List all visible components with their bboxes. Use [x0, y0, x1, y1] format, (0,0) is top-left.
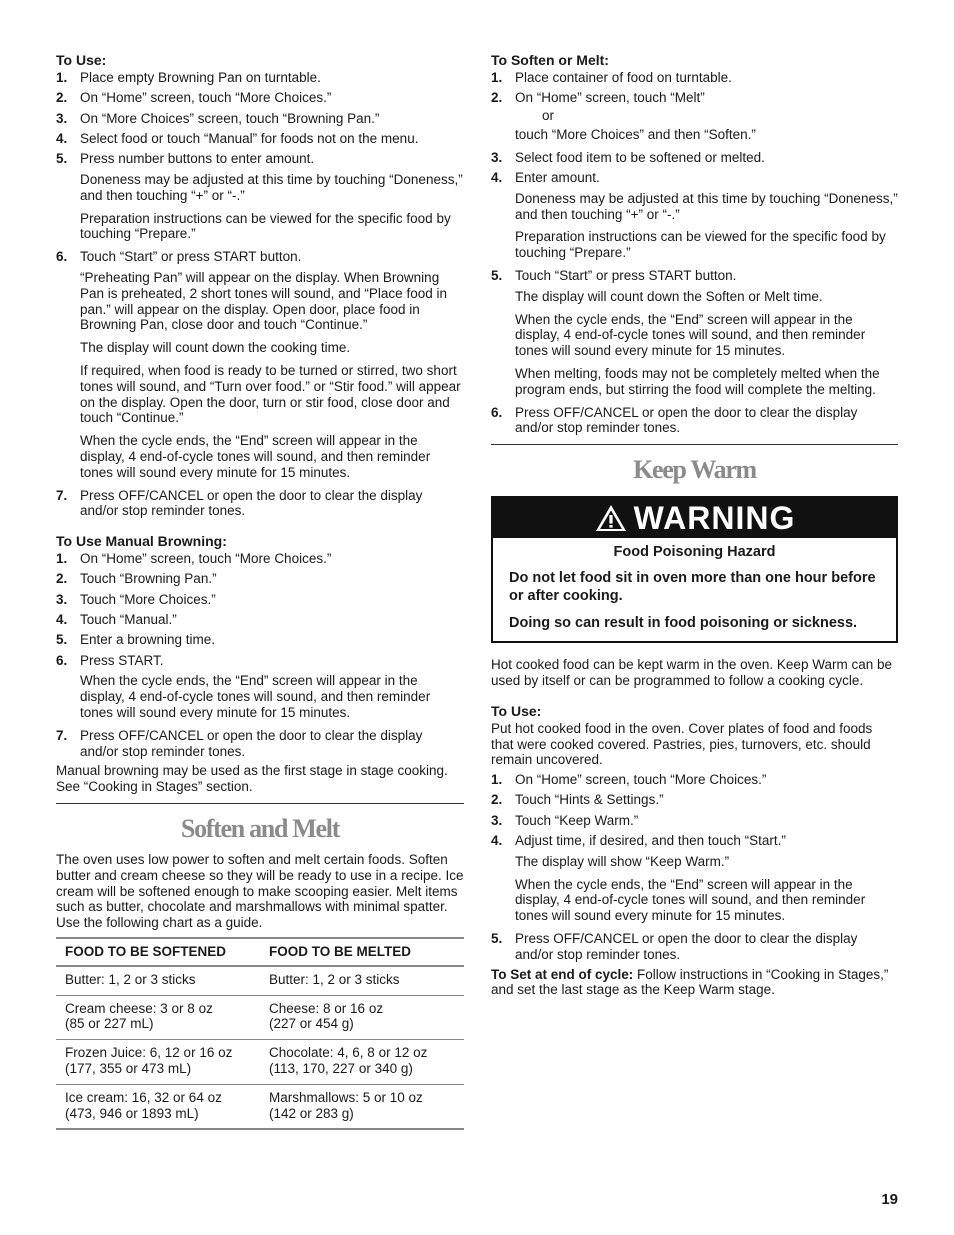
- list-item: 5. Touch “Start” or press START button.: [491, 267, 737, 283]
- list-item: 6. Press OFF/CANCEL or open the door to clear the display and/or stop reminder tones.: [491, 404, 858, 436]
- list-item: 1. On “Home” screen, touch “More Choices.”: [491, 772, 767, 788]
- table-cell: Marshmallows: 5 or 10 oz (142 or 283 g): [260, 1084, 464, 1129]
- manual-browning-heading: To Use Manual Browning:: [56, 533, 227, 550]
- table-cell: Frozen Juice: 6, 12 or 16 oz (177, 355 or 473 mL): [56, 1040, 260, 1085]
- column-header: FOOD TO BE SOFTENED: [56, 938, 260, 966]
- list-item: 2. On “Home” screen, touch “More Choices.”: [56, 90, 332, 106]
- list-item: 7. Press OFF/CANCEL or open the door to clear the display and/or stop reminder tones.: [56, 727, 423, 759]
- list-item: 4. Touch “Manual.”: [56, 612, 177, 628]
- list-item: 1. Place empty Browning Pan on turntable.: [56, 70, 321, 85]
- left-column: [56, 52, 464, 1130]
- warning-triangle-icon: [594, 503, 628, 533]
- step-note: touch “More Choices” and then “Soften.”: [515, 126, 756, 142]
- step-note: If required, when food is ready to be turned or stirred, two short tones will sound, and “Turn over food.” or “Stir food.” will appear on the display. Open the door, turn or stir food, close door and touch “Continue.”: [80, 362, 461, 426]
- section-divider: [56, 803, 464, 804]
- table-header-row: [56, 938, 464, 966]
- list-item: 1. Place container of food on turntable.: [491, 70, 732, 85]
- step-note: The display will count down the cooking time.: [80, 340, 351, 356]
- step-note: “Preheating Pan” will appear on the display. When Browning Pan is preheated, 2 short tones will sound, and “Place food in pan.” will appear on the display. Open door, place food in Browning Pan, close door and touch “Continue.”: [80, 269, 447, 333]
- list-item: 3. Touch “More Choices.”: [56, 591, 216, 607]
- list-item: 2. Touch “Browning Pan.”: [56, 571, 217, 587]
- step-note: When melting, foods may not be completely melted when the program ends, but stirring the food will complete the melting.: [515, 365, 880, 397]
- soften-heading: To Soften or Melt:: [491, 52, 609, 68]
- step-note: Preparation instructions can be viewed for the specific food by touching “Prepare.”: [80, 210, 451, 242]
- list-item: 5. Enter a browning time.: [56, 632, 216, 648]
- list-item: 5. Press number buttons to enter amount.: [56, 151, 315, 167]
- list-item: 4. Adjust time, if desired, and then touch “Start.”: [491, 833, 786, 849]
- column-header: FOOD TO BE MELTED: [260, 938, 464, 966]
- warning-body: [493, 538, 896, 641]
- section-divider: [491, 444, 898, 445]
- list-item: 7. Press OFF/CANCEL or open the door to clear the display and/or stop reminder tones.: [56, 487, 423, 519]
- step-note: Preparation instructions can be viewed for the specific food by touching “Prepare.”: [515, 229, 886, 261]
- table-row: [56, 1084, 464, 1129]
- table-cell: Cheese: 8 or 16 oz (227 or 454 g): [260, 995, 464, 1040]
- table-row: [56, 966, 464, 995]
- step-note: Doneness may be adjusted at this time by touching “Doneness,” and then touching “+” or “-.”: [80, 171, 463, 203]
- soften-melt-table: [56, 937, 464, 1130]
- table-row: [56, 995, 464, 1040]
- manual-browning-footer: Manual browning may be used as the first stage in stage cooking. See “Cooking in Stages” section.: [56, 763, 448, 795]
- soften-melt-intro: The oven uses low power to soften and melt certain foods. Soften butter and cream cheese so they will be ready to use in a recipe. Ice cream will be softened enough to make scooping easier. Melt items such as butter, chocolate and marshmallows with minimal spatter. Use the following chart as a guide.: [56, 851, 464, 931]
- step-note: When the cycle ends, the “End” screen will appear in the display, 4 end-of-cycle tones will sound, and then reminder tones will sound every minute for 15 minutes.: [80, 673, 431, 720]
- hazard-title: Food Poisoning Hazard: [613, 544, 776, 561]
- step-note: The display will count down the Soften or Melt time.: [515, 288, 823, 304]
- list-item: 3. Select food item to be softened or melted.: [491, 149, 765, 165]
- or-text: or: [542, 108, 555, 124]
- keep-warm-to-use-intro: Put hot cooked food in the oven. Cover plates of food and foods that were cooked covered. Pastries, pies, turnovers, etc. should remain uncovered.: [491, 720, 873, 768]
- step-note: The display will show “Keep Warm.”: [515, 853, 730, 869]
- keep-warm-title: Keep Warm: [633, 455, 756, 485]
- end-of-cycle-note: To Set at end of cycle: Follow instructions in “Cooking in Stages,” and set the last stage as the Keep Warm stage.: [491, 966, 889, 998]
- keep-warm-intro: Hot cooked food can be kept warm in the oven. Keep Warm can be used by itself or can be programmed to follow a cooking cycle.: [491, 657, 892, 688]
- soften-melt-title: Soften and Melt: [180, 813, 340, 843]
- list-item: 4. Enter amount.: [491, 169, 600, 185]
- list-item: 3. On “More Choices” screen, touch “Browning Pan.”: [56, 110, 380, 126]
- list-item: 1. On “Home” screen, touch “More Choices.”: [56, 551, 332, 567]
- list-item: 2. On “Home” screen, touch “Melt”: [491, 90, 705, 106]
- keep-warm-to-use-heading: To Use:: [491, 702, 542, 719]
- list-item: 6. Touch “Start” or press START button.: [56, 249, 302, 265]
- warning-word: WARNING: [633, 500, 796, 537]
- list-item: 3. Touch “Keep Warm.”: [491, 812, 639, 828]
- table-row: [56, 1040, 464, 1085]
- table-cell: Cream cheese: 3 or 8 oz (85 or 227 mL): [56, 995, 260, 1040]
- warning-text: Do not let food sit in oven more than one hour before or after cooking.: [509, 570, 876, 605]
- warning-box: [491, 496, 898, 643]
- list-item: 6. Press START.: [56, 652, 164, 668]
- warning-text: Doing so can result in food poisoning or sickness.: [509, 615, 858, 632]
- right-column: [491, 52, 898, 998]
- table-cell: Butter: 1, 2 or 3 sticks: [260, 966, 464, 995]
- step-note: Doneness may be adjusted at this time by touching “Doneness,” and then touching “+” or “-.”: [515, 190, 898, 222]
- list-item: 2. Touch “Hints & Settings.”: [491, 792, 664, 808]
- step-note: When the cycle ends, the “End” screen will appear in the display, 4 end-of-cycle tones will sound, and then reminder tones will sound every minute for 15 minutes.: [515, 311, 866, 359]
- table-cell: Chocolate: 4, 6, 8 or 12 oz (113, 170, 227 or 340 g): [260, 1040, 464, 1085]
- to-use-heading: To Use:: [56, 52, 107, 68]
- step-note: When the cycle ends, the “End” screen will appear in the display, 4 end-of-cycle tones will sound, and then reminder tones will sound every minute for 15 minutes.: [80, 433, 431, 480]
- list-item: 5. Press OFF/CANCEL or open the door to clear the display and/or stop reminder tones.: [491, 931, 858, 962]
- warning-header: [493, 498, 896, 538]
- table-cell: Ice cream: 16, 32 or 64 oz (473, 946 or 1893 mL): [56, 1084, 260, 1129]
- step-note: When the cycle ends, the “End” screen will appear in the display, 4 end-of-cycle tones will sound, and then reminder tones will sound every minute for 15 minutes.: [515, 876, 866, 924]
- list-item: 4. Select food or touch “Manual” for foods not on the menu.: [56, 130, 419, 146]
- page-number: 19: [881, 1191, 898, 1208]
- table-cell: Butter: 1, 2 or 3 sticks: [56, 966, 260, 995]
